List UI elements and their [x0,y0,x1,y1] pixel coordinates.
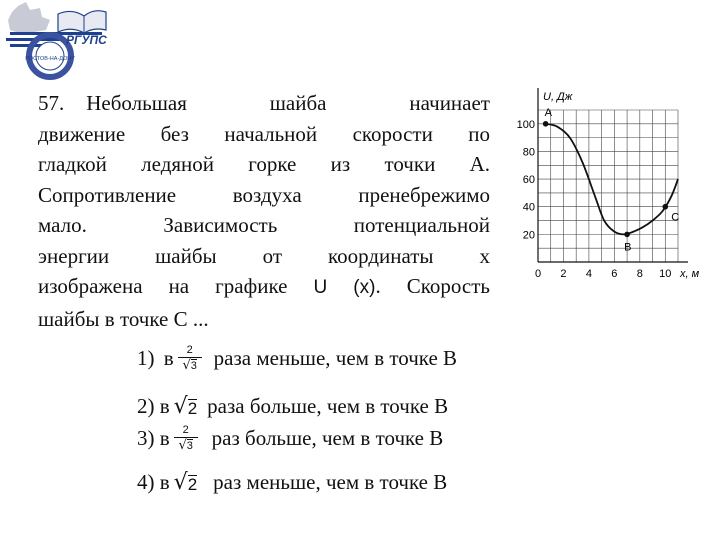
sqrt-icon: √ [182,358,191,373]
x-axis-label: x, м [680,268,700,280]
fraction-numerator: 2 [182,424,189,436]
point-a [543,121,549,127]
fraction-2-over-root-3 [178,344,202,372]
problem-number: 57. [38,91,65,115]
root-expression [173,393,198,419]
y-axis-label: U, Дж [543,91,573,103]
answer-option-1[interactable] [137,344,457,372]
option-prefix: в [159,470,170,494]
y-tick-label: 60 [522,174,535,187]
option-number: 4) [137,470,155,494]
point-b [624,232,630,238]
function-notation: U (x) [313,277,376,298]
point-c [662,204,668,210]
answer-option-4[interactable] [137,470,447,495]
problem-text-line: движение без начальной скорости по [38,121,490,146]
problem-text-fragment: изображена на графике [38,274,288,298]
open-book-icon [58,11,106,33]
point-label-a: A [544,106,552,119]
option-text: раза больше, чем в точке В [207,394,449,418]
x-tick-label: 10 [659,268,672,280]
x-tick-label: 8 [636,268,643,280]
x-tick-label: 0 [534,268,542,280]
point-label-c: C [671,211,680,224]
logo-text: РГУПС [66,33,107,47]
root-expression [178,439,192,452]
root-radicand: 2 [187,474,198,494]
option-number: 2) [137,394,155,418]
rgups-logo [0,0,110,82]
logo-ring-text: РОСТОВ-НА-ДОНУ [25,56,75,62]
option-number: 3) [137,425,155,450]
problem-text-line: мало. Зависимость потенциальной [38,213,490,237]
x-tick-label: 6 [611,268,618,280]
root-radicand: 2 [187,398,198,418]
root-radicand: 3 [190,360,197,372]
problem-text-line: Сопротивление воздуха пренебрежимо [38,182,490,207]
answer-option-3[interactable] [137,424,443,452]
x-tick-label: 4 [585,268,592,280]
problem-text-line: гладкой ледяной горке из точки А. [38,152,490,176]
problem-text [38,88,490,334]
option-prefix: в [163,345,174,370]
sqrt-icon: √ [173,393,188,419]
fraction-numerator: 2 [186,344,193,356]
problem-text-line: энергии шайбы от координаты х [38,243,490,268]
y-tick-label: 80 [522,146,535,159]
y-tick-label: 100 [516,118,535,131]
option-text: раз больше, чем в точке В [211,425,444,450]
sqrt-icon: √ [173,469,188,495]
answer-option-2[interactable] [137,394,448,419]
option-text: раза меньше, чем в точке В [213,345,458,370]
potential-energy-chart [516,84,720,290]
point-label-b: B [624,241,632,254]
option-number: 1) [137,345,155,370]
problem-text-line: шайбы в точке С ... [38,306,209,331]
problem-text-fragment: . Скорость [375,274,491,298]
sqrt-icon: √ [178,438,187,453]
fraction-2-over-root-3 [174,424,198,452]
x-tick-label: 2 [560,268,567,280]
root-expression [182,359,196,372]
y-tick-label: 40 [522,201,535,214]
option-prefix: в [159,425,170,450]
y-tick-label: 20 [522,229,535,242]
option-prefix: в [159,394,170,418]
root-radicand: 3 [186,440,193,452]
problem-line-7 [38,271,490,304]
problem-line-1 [38,88,490,119]
problem-text-line: Небольшая шайба начинает [86,91,490,115]
chart-grid [538,110,678,262]
chart-tick-labels [517,119,672,280]
gear-icon [8,2,50,34]
root-expression [173,469,198,495]
option-text: раз меньше, чем в точке В [213,470,448,494]
